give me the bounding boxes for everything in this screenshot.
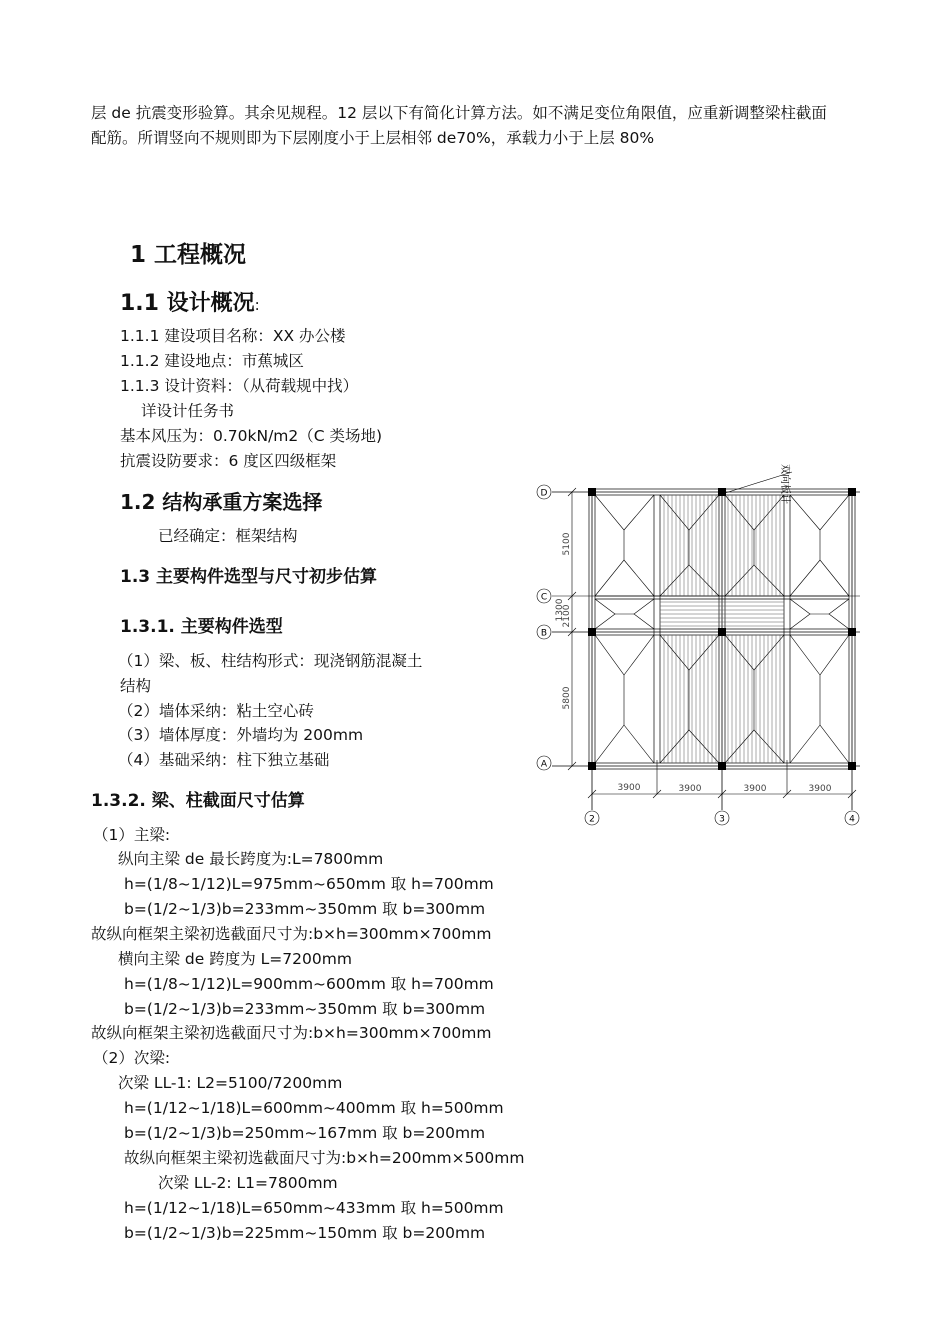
section-1-3-title: 1.3 主要构件选型与尺寸初步估算: [120, 567, 378, 587]
dim-label-3900: 3900: [808, 784, 832, 794]
seismic-line: 抗震设防要求：6 度区四级框架: [120, 452, 337, 470]
axis-label-3: 3: [719, 814, 725, 825]
calc-line: h=(1/8~1/12)L=975mm~650mm 取 h=700mm: [124, 875, 494, 893]
slab-note: 双向板计: [779, 464, 790, 504]
dim-label-3900: 3900: [743, 784, 767, 794]
axis-label-D: D: [540, 488, 548, 499]
member-form-line-cont: 结构: [120, 677, 152, 695]
member-form-line: （1）梁、板、柱结构形式：现浇钢筋混凝土: [118, 652, 423, 670]
dim-label-1300: 1300: [555, 598, 565, 622]
intro-line-2: 配筋。所谓竖向不规则即为下层刚度小于上层相邻 de70%，承载力小于上层 80%: [91, 129, 655, 147]
section-1-1-title: 1.1 设计概况:: [120, 291, 260, 316]
calc-line: h=(1/8~1/12)L=900mm~600mm 取 h=700mm: [124, 975, 494, 993]
calc-line: 次梁 LL-1: L2=5100/7200mm: [118, 1074, 343, 1092]
wall-thickness-line: （3）墙体厚度：外墙均为 200mm: [118, 726, 364, 744]
dim-label-3900: 3900: [617, 783, 641, 793]
main-beam-heading: （1）主梁:: [93, 826, 171, 844]
calc-line: b=(1/2~1/3)b=250mm~167mm 取 b=200mm: [124, 1124, 486, 1142]
calc-line: b=(1/2~1/3)b=233mm~350mm 取 b=300mm: [124, 1000, 486, 1018]
chapter-title: 1 工程概况: [130, 242, 247, 268]
calc-line: 故纵向框架主梁初选截面尺寸为:b×h=200mm×500mm: [124, 1149, 525, 1167]
calc-line: 次梁 LL-2: L1=7800mm: [158, 1174, 338, 1192]
wind-pressure-line: 基本风压为：0.70kN/m2（C 类场地): [120, 427, 383, 445]
calc-line: b=(1/2~1/3)b=225mm~150mm 取 b=200mm: [124, 1224, 486, 1242]
design-task-line: 详设计任务书: [141, 402, 235, 420]
dim-label-5800: 5800: [562, 686, 572, 710]
axis-label-C: C: [540, 592, 548, 603]
calc-line: 横向主梁 de 跨度为 L=7200mm: [118, 950, 352, 968]
floor-plan-drawing: [530, 460, 870, 832]
intro-line-1: 层 de 抗震变形验算。其余见规程。12 层以下有简化计算方法。如不满足变位角限值，应重新调整梁柱截面: [91, 104, 827, 122]
calc-line: h=(1/12~1/18)L=650mm~433mm 取 h=500mm: [124, 1199, 504, 1217]
design-data-line: 1.1.3 设计资料：（从荷载规中找）: [120, 377, 359, 395]
secondary-beam-heading: （2）次梁:: [93, 1049, 171, 1067]
axis-label-4: 4: [849, 814, 855, 825]
section-1-3-1-title: 1.3.1. 主要构件选型: [120, 617, 283, 637]
calc-line: b=(1/2~1/3)b=233mm~350mm 取 b=300mm: [124, 900, 486, 918]
axis-label-2: 2: [589, 814, 595, 825]
dim-label-5100: 5100: [562, 532, 572, 556]
section-1-2-title: 1.2 结构承重方案选择: [120, 490, 323, 514]
calc-line: 纵向主梁 de 最长跨度为:L=7800mm: [118, 850, 384, 868]
wall-material-line: （2）墙体采纳：粘土空心砖: [118, 702, 314, 720]
project-location-line: 1.1.2 建设地点：市蕉城区: [120, 352, 304, 370]
calc-line: 故纵向框架主梁初选截面尺寸为:b×h=300mm×700mm: [91, 1024, 492, 1042]
project-name-line: 1.1.1 建设项目名称：XX 办公楼: [120, 327, 346, 345]
calc-line: h=(1/12~1/18)L=600mm~400mm 取 h=500mm: [124, 1099, 504, 1117]
dim-label-3900: 3900: [678, 784, 702, 794]
calc-line: 故纵向框架主梁初选截面尺寸为:b×h=300mm×700mm: [91, 925, 492, 943]
dim-label-2100: 2100: [562, 604, 572, 628]
section-1-3-2-title: 1.3.2. 梁、柱截面尺寸估算: [91, 791, 305, 811]
axis-label-B: B: [540, 628, 548, 639]
foundation-line: （4）基础采纳：柱下独立基础: [118, 751, 330, 769]
structure-type-line: 已经确定：框架结构: [158, 527, 298, 545]
axis-label-A: A: [540, 759, 548, 770]
